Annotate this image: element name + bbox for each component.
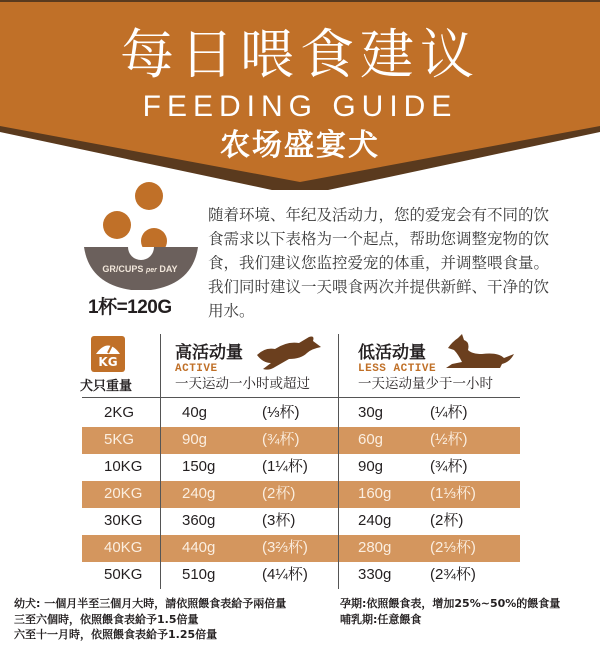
weight-header: 犬只重量 xyxy=(80,379,133,394)
less-active-grams: 240g xyxy=(358,512,392,529)
column-divider xyxy=(338,334,339,589)
active-cups: (¾杯) xyxy=(262,431,300,448)
less-active-cups: (1⅓杯) xyxy=(430,485,476,502)
weight-cell: 40KG xyxy=(104,539,143,556)
footnotes-puppy: 幼犬: 一個月半至三個月大時，請依照餵食表給予兩倍量 三至六個時，依照餵食表給予1.5倍量 六至十一月時，依照餵食表給予1.25倍量 xyxy=(14,597,287,641)
product-name: 农场盛宴犬 xyxy=(220,128,380,163)
less-active-cups: (½杯) xyxy=(430,431,468,448)
lying-dog-icon xyxy=(438,332,518,377)
active-grams: 90g xyxy=(182,431,208,448)
less-active-grams: 90g xyxy=(358,458,384,475)
weight-cell: 10KG xyxy=(104,458,143,475)
table-row xyxy=(82,535,520,562)
active-cups: (2杯) xyxy=(262,485,296,502)
active-grams: 240g xyxy=(182,485,216,502)
less-active-grams: 330g xyxy=(358,566,392,583)
page-subtitle-en: FEEDING GUIDE xyxy=(142,90,458,123)
less-active-grams: 60g xyxy=(358,431,384,448)
less-active-cups: (¼杯) xyxy=(430,404,468,421)
less-active-grams: 280g xyxy=(358,539,392,556)
table-row xyxy=(82,400,520,427)
active-cups: (3杯) xyxy=(262,512,296,529)
less-active-grams: 160g xyxy=(358,485,392,502)
intro-text: 随着环境、年纪及活动力，您的爱宠会有不同的饮食需求以下表格为一个起点，帮助您调整宠物的饮食，我们建议您监控爱宠的体重，并调整喂食量。我们同时建议一天喂食两次并提供新鲜、干净的饮用水。 xyxy=(208,206,550,320)
table-row xyxy=(82,454,520,481)
less-active-cups: (¾杯) xyxy=(430,458,468,475)
header-divider xyxy=(82,397,520,398)
less-active-grams: 30g xyxy=(358,404,384,421)
active-grams: 40g xyxy=(182,404,208,421)
column-divider xyxy=(160,334,161,589)
table-row xyxy=(82,508,520,535)
table-row xyxy=(82,562,520,589)
cup-conversion: 1杯=120G xyxy=(88,297,172,318)
footnotes-pregnancy: 孕期:依照餵食表，增加25%~50%的餵食量 哺乳期:任意餵食 xyxy=(340,597,561,626)
bowl-label: GR/CUPS per DAY xyxy=(102,264,178,274)
page-title: 每日喂食建议 xyxy=(120,23,480,86)
active-grams: 440g xyxy=(182,539,216,556)
active-grams: 360g xyxy=(182,512,216,529)
weight-cell: 2KG xyxy=(104,404,135,421)
active-cups: (1¼杯) xyxy=(262,458,308,475)
scale-icon: KG xyxy=(91,336,125,372)
less-active-cups: (2¾杯) xyxy=(430,566,476,583)
weight-cell: 30KG xyxy=(104,512,143,529)
table-row xyxy=(82,481,520,508)
weight-cell: 50KG xyxy=(104,566,143,583)
active-cups: (⅓杯) xyxy=(262,404,300,421)
active-cups: (4¼杯) xyxy=(262,566,308,583)
table-row xyxy=(82,427,520,454)
weight-cell: 20KG xyxy=(104,485,143,502)
less-active-cups: (2杯) xyxy=(430,512,464,529)
active-grams: 510g xyxy=(182,566,216,583)
active-header: 高活动量 ACTIVE 一天运动一小时或超过 xyxy=(175,343,310,392)
less-active-header: 低活动量 LESS ACTIVE 一天运动量少于一小时 xyxy=(358,343,493,392)
active-cups: (3⅔杯) xyxy=(262,539,308,556)
running-dog-icon xyxy=(253,333,323,373)
less-active-cups: (2⅓杯) xyxy=(430,539,476,556)
active-grams: 150g xyxy=(182,458,216,475)
weight-cell: 5KG xyxy=(104,431,135,448)
